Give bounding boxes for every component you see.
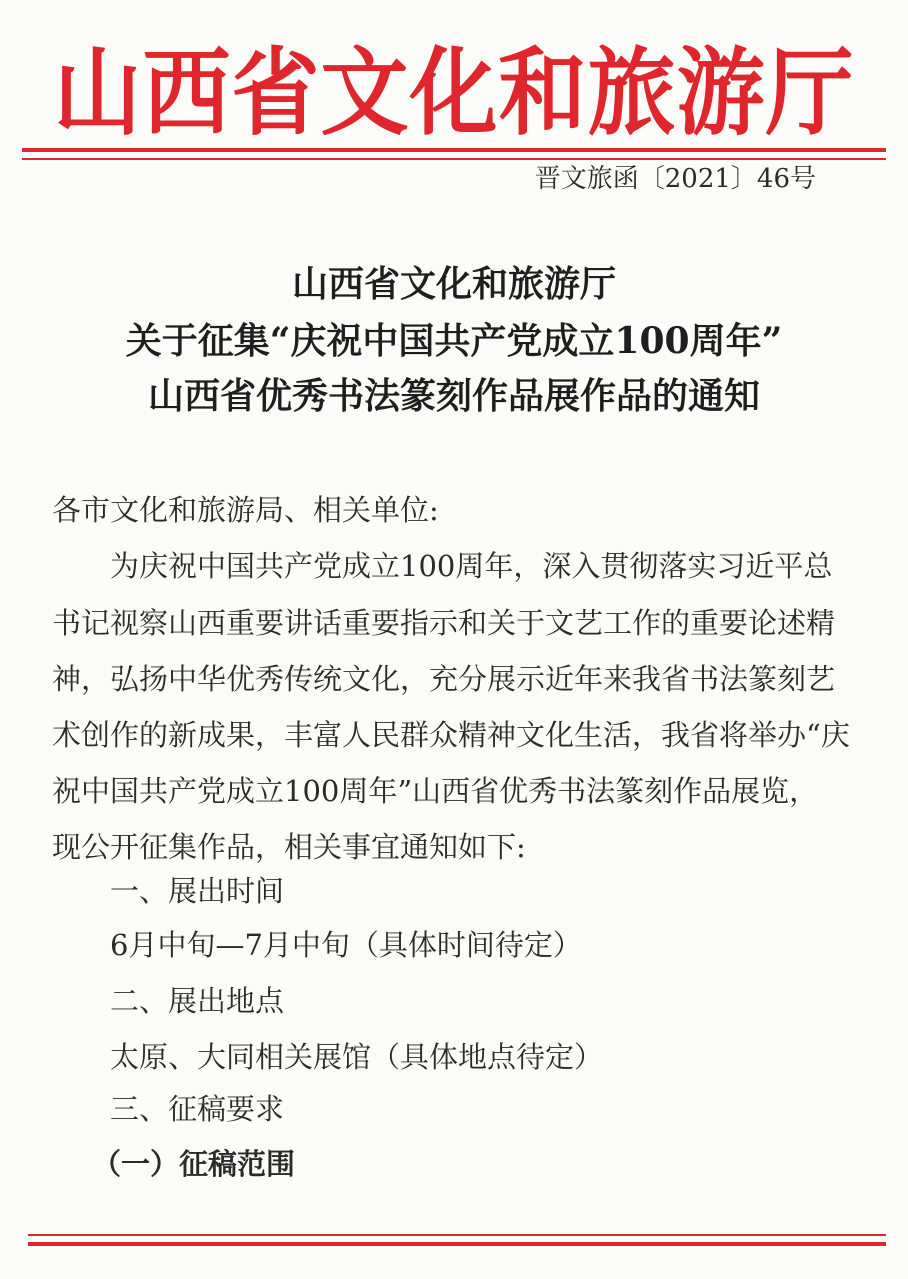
section-heading-exhibition-venue: 二、展出地点	[110, 984, 285, 1018]
section-text-exhibition-time: 6月中旬—7月中旬（具体时间待定）	[110, 928, 582, 962]
notice-title-line-2: 关于征集“庆祝中国共产党成立100周年”	[125, 320, 783, 362]
paragraph-line: 祝中国共产党成立100周年”山西省优秀书法篆刻作品展览，	[52, 774, 819, 808]
paragraph-line: 为庆祝中国共产党成立100周年，深入贯彻落实习近平总	[110, 549, 833, 583]
section-heading-submission-requirements: 三、征稿要求	[110, 1092, 285, 1126]
section-text-exhibition-venue: 太原、大同相关展馆（具体地点待定）	[110, 1040, 604, 1074]
salutation: 各市文化和旅游局、相关单位:	[52, 493, 439, 527]
header-rule-thick	[22, 148, 886, 152]
footer-rule-thick	[28, 1242, 886, 1246]
paragraph-line: 术创作的新成果，丰富人民群众精神文化生活，我省将举办“庆	[52, 718, 850, 752]
paragraph-line: 书记视察山西重要讲话重要指示和关于文艺工作的重要论述精	[52, 606, 836, 640]
footer-red-rule	[28, 1234, 886, 1248]
subsection-heading-scope: （一）征稿范围	[92, 1147, 296, 1181]
document-number: 晋文旅函〔2021〕46号	[534, 164, 816, 194]
paragraph-line: 神，弘扬中华优秀传统文化，充分展示近年来我省书法篆刻艺	[52, 662, 836, 696]
section-heading-exhibition-time: 一、展出时间	[110, 874, 285, 908]
footer-rule-thin	[28, 1234, 886, 1236]
masthead-title: 山西省文化和旅游厅	[53, 35, 855, 149]
notice-title-line-3: 山西省优秀书法篆刻作品展作品的通知	[147, 375, 760, 417]
notice-title-line-1: 山西省文化和旅游厅	[291, 263, 616, 305]
paragraph-line: 现公开征集作品，相关事宜通知如下:	[52, 830, 526, 864]
